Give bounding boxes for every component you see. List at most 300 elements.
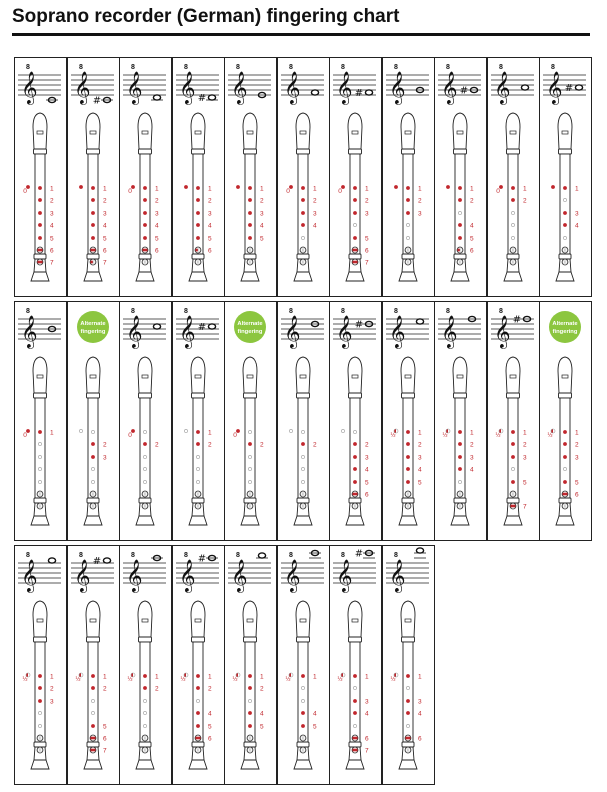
double-hole <box>92 737 95 740</box>
hole-label: 4 <box>417 466 422 474</box>
hole-label: 1 <box>260 185 264 193</box>
sharp-sign: # <box>197 322 206 333</box>
double-hole <box>145 505 148 508</box>
finger-hole <box>196 686 199 689</box>
octave-mark: 8 <box>551 64 555 71</box>
finger-hole <box>38 699 41 702</box>
finger-hole <box>353 198 356 201</box>
double-hole <box>197 737 200 740</box>
finger-hole <box>91 186 94 189</box>
hole-label: 2 <box>207 685 212 693</box>
finger-hole <box>563 442 566 445</box>
octave-mark: 8 <box>26 552 30 559</box>
double-hole <box>145 737 148 740</box>
treble-clef-icon: 𝄞 <box>283 315 301 348</box>
hole-label: ½ <box>22 677 28 683</box>
finger-hole <box>196 430 199 433</box>
hole-label: 1 <box>522 185 527 193</box>
treble-clef-icon: 𝄞 <box>73 71 91 104</box>
double-hole <box>302 261 305 264</box>
recorder-icon <box>241 113 259 281</box>
hole-label: 7 <box>522 503 527 511</box>
hole-label: 2 <box>417 441 422 449</box>
hole-label: 3 <box>417 210 422 218</box>
hole-label: 1 <box>207 673 212 681</box>
finger-hole <box>301 442 304 445</box>
finger-hole <box>143 699 146 702</box>
hole-label: 3 <box>312 210 317 218</box>
hole-label: 6 <box>155 247 159 255</box>
double-hole <box>92 493 95 496</box>
finger-hole <box>143 724 146 727</box>
finger-hole <box>91 686 94 689</box>
hole-label: 2 <box>522 197 527 205</box>
finger-hole <box>196 480 199 483</box>
finger-hole <box>248 724 251 727</box>
finger-hole <box>353 455 356 458</box>
finger-hole <box>511 223 514 226</box>
treble-clef-icon: 𝄞 <box>336 315 353 348</box>
title-rule <box>12 33 590 36</box>
hole-label: 2 <box>102 197 107 205</box>
treble-clef-icon: 𝄞 <box>178 315 196 348</box>
hole-label: 2 <box>260 441 264 449</box>
thumb-hole <box>26 429 29 432</box>
finger-hole <box>196 711 199 714</box>
recorder-icon <box>294 113 312 281</box>
finger-hole <box>38 455 41 458</box>
hole-label: 5 <box>575 479 579 487</box>
hole-label: 2 <box>102 441 107 449</box>
hole-label: 1 <box>417 429 422 437</box>
octave-mark: 8 <box>236 552 240 559</box>
hole-label: 4 <box>102 222 107 230</box>
hole-label: 1 <box>522 429 527 437</box>
hole-label: 6 <box>470 247 474 255</box>
double-hole <box>565 505 568 508</box>
hole-label: 4 <box>207 222 212 230</box>
finger-hole <box>511 480 514 483</box>
finger-hole <box>91 430 94 433</box>
finger-hole <box>91 699 94 702</box>
hole-label: 3 <box>417 454 422 462</box>
double-hole <box>460 249 463 252</box>
fingering-cell <box>277 57 329 297</box>
whole-note <box>521 85 528 90</box>
treble-clef-icon: 𝄞 <box>493 315 511 348</box>
treble-clef-icon: 𝄞 <box>493 71 511 104</box>
finger-hole <box>563 236 566 239</box>
finger-hole <box>301 467 304 470</box>
treble-clef-icon: 𝄞 <box>126 559 143 592</box>
hole-label: 4 <box>365 466 369 474</box>
hole-label: 4 <box>312 222 317 230</box>
octave-mark: 8 <box>78 64 83 71</box>
finger-hole <box>38 442 41 445</box>
finger-hole <box>301 686 304 689</box>
treble-clef-icon: 𝄞 <box>441 315 458 348</box>
finger-hole <box>38 467 41 470</box>
hole-label: 2 <box>155 197 159 205</box>
thumb-hole <box>289 429 292 432</box>
octave-mark: 8 <box>446 64 450 71</box>
fingering-cell <box>14 57 66 297</box>
hole-label: 4 <box>470 466 474 474</box>
hole-label: 5 <box>470 235 474 243</box>
finger-hole <box>406 455 409 458</box>
recorder-icon <box>84 357 102 525</box>
finger-hole <box>91 223 94 226</box>
fingering-cell <box>224 57 276 297</box>
octave-mark: 8 <box>498 308 503 315</box>
hole-label: 6 <box>207 735 212 743</box>
finger-hole <box>91 236 94 239</box>
hole-label: 0 <box>233 432 237 439</box>
double-hole <box>460 505 463 508</box>
octave-mark: 8 <box>288 64 293 71</box>
fingering-cell <box>382 301 434 541</box>
hole-label: 1 <box>102 673 107 681</box>
finger-hole <box>353 442 356 445</box>
hole-label: 3 <box>365 454 369 462</box>
finger-hole <box>91 674 94 677</box>
treble-clef-icon: 𝄞 <box>336 71 353 104</box>
recorder-icon <box>136 357 154 525</box>
octave-mark: 8 <box>498 64 503 71</box>
finger-hole <box>511 186 514 189</box>
whole-note <box>208 95 215 100</box>
thumb-hole <box>131 429 134 432</box>
hole-label: ½ <box>127 677 133 683</box>
hole-label: 3 <box>102 210 107 218</box>
hole-label: 4 <box>155 222 159 230</box>
page-title: Soprano recorder (German) fingering chart <box>12 6 400 27</box>
hole-label: 2 <box>470 197 474 205</box>
finger-hole <box>301 480 304 483</box>
hole-label: ½ <box>389 677 396 683</box>
whole-note <box>311 90 318 95</box>
hole-label: 0 <box>23 188 27 195</box>
double-hole <box>145 749 148 752</box>
finger-hole <box>143 211 146 214</box>
finger-hole <box>353 467 356 470</box>
thumb-hole <box>184 429 187 432</box>
hole-label: 5 <box>207 723 212 731</box>
hole-label: 3 <box>575 454 579 462</box>
thumb-hole <box>184 185 187 188</box>
finger-hole <box>38 211 41 214</box>
finger-hole <box>458 442 461 445</box>
finger-hole <box>248 442 251 445</box>
whole-note <box>416 319 423 324</box>
recorder-icon <box>31 601 49 769</box>
fingering-cell <box>119 57 171 297</box>
recorder-icon <box>294 357 312 525</box>
recorder-icon <box>136 601 154 769</box>
octave-mark: 8 <box>393 552 398 559</box>
hole-label: ½ <box>337 677 343 683</box>
finger-hole <box>301 724 304 727</box>
finger-hole <box>353 223 356 226</box>
finger-hole <box>38 686 41 689</box>
double-hole <box>355 493 358 496</box>
whole-note <box>575 85 582 90</box>
finger-hole <box>143 686 146 689</box>
finger-hole <box>301 699 304 702</box>
hole-label: 5 <box>155 235 159 243</box>
finger-hole <box>458 211 461 214</box>
finger-hole <box>301 430 304 433</box>
finger-hole <box>143 198 146 201</box>
finger-hole <box>458 186 461 189</box>
hole-label: 4 <box>365 710 369 718</box>
badge-text: Alternate <box>79 321 106 327</box>
fingering-cell <box>277 301 329 541</box>
finger-hole <box>143 455 146 458</box>
finger-hole <box>248 711 251 714</box>
thumb-hole <box>26 185 29 188</box>
hole-label: 1 <box>312 673 317 681</box>
hole-label: 1 <box>50 429 54 437</box>
finger-hole <box>563 223 566 226</box>
finger-hole <box>406 236 409 239</box>
recorder-icon <box>84 113 102 281</box>
finger-hole <box>38 711 41 714</box>
fingering-cell <box>329 57 381 297</box>
sharp-sign: # <box>564 83 574 94</box>
finger-hole <box>143 480 146 483</box>
finger-hole <box>38 236 41 239</box>
octave-mark: 8 <box>288 552 293 559</box>
recorder-icon <box>189 357 207 525</box>
whole-note <box>153 95 160 100</box>
hole-label: 2 <box>417 197 422 205</box>
hole-label: 4 <box>575 222 579 230</box>
finger-hole <box>248 467 251 470</box>
double-hole <box>460 493 463 496</box>
finger-hole <box>353 724 356 727</box>
hole-label: 0 <box>495 188 500 195</box>
alternate-fingering-badge <box>549 311 581 343</box>
finger-hole <box>91 724 94 727</box>
recorder-icon <box>346 113 364 281</box>
whole-note <box>103 558 110 563</box>
finger-hole <box>511 442 514 445</box>
sharp-sign: # <box>354 88 364 99</box>
finger-hole <box>511 455 514 458</box>
hole-label: 4 <box>470 222 474 230</box>
hole-label: 1 <box>102 185 107 193</box>
finger-hole <box>38 674 41 677</box>
finger-hole <box>248 686 251 689</box>
hole-label: 2 <box>312 197 317 205</box>
double-hole <box>40 737 43 740</box>
double-hole <box>92 505 95 508</box>
hole-label: ½ <box>284 677 291 683</box>
double-hole <box>250 737 253 740</box>
double-hole <box>460 261 463 264</box>
finger-hole <box>406 223 409 226</box>
octave-mark: 8 <box>341 552 345 559</box>
octave-mark: 8 <box>131 64 135 71</box>
finger-hole <box>143 711 146 714</box>
finger-hole <box>38 724 41 727</box>
finger-hole <box>143 186 146 189</box>
double-hole <box>512 249 515 252</box>
hole-label: 2 <box>155 441 159 449</box>
hole-label: 1 <box>312 185 317 193</box>
treble-clef-icon: 𝄞 <box>21 559 38 592</box>
hole-label: ½ <box>442 433 448 439</box>
hole-label: 2 <box>470 441 474 449</box>
hole-label: 1 <box>260 673 264 681</box>
finger-hole <box>511 430 514 433</box>
finger-hole <box>248 430 251 433</box>
sharp-sign: # <box>354 319 364 331</box>
hole-label: 0 <box>338 188 342 195</box>
hole-label: 3 <box>470 454 474 462</box>
recorder-icon <box>84 601 102 769</box>
finger-hole <box>353 211 356 214</box>
double-hole <box>302 749 305 752</box>
hole-label: 3 <box>417 698 422 706</box>
finger-hole <box>196 223 199 226</box>
hole-label: 5 <box>260 723 264 731</box>
hole-label: ½ <box>179 677 186 683</box>
fingering-cell <box>329 545 381 785</box>
double-hole <box>145 261 148 264</box>
double-hole <box>512 505 515 508</box>
hole-label: 2 <box>365 197 369 205</box>
hole-label: 2 <box>50 685 54 693</box>
finger-hole <box>248 236 251 239</box>
thumb-hole <box>341 185 344 188</box>
octave-mark: 8 <box>183 308 188 315</box>
hole-label: 2 <box>365 441 369 449</box>
finger-hole <box>91 442 94 445</box>
finger-hole <box>38 430 41 433</box>
finger-hole <box>91 198 94 201</box>
hole-label: 5 <box>102 723 107 731</box>
double-hole <box>355 261 358 264</box>
finger-hole <box>353 711 356 714</box>
hole-label: 6 <box>417 735 422 743</box>
fingering-cell <box>172 545 224 785</box>
finger-hole <box>196 455 199 458</box>
double-hole <box>407 749 410 752</box>
finger-hole <box>406 211 409 214</box>
hole-label: 5 <box>312 723 317 731</box>
recorder-icon <box>346 601 364 769</box>
hole-label: 1 <box>470 429 474 437</box>
badge-text: Alternate <box>552 321 578 327</box>
octave-mark: 8 <box>26 308 30 315</box>
hole-label: 2 <box>50 197 54 205</box>
octave-mark: 8 <box>446 308 450 315</box>
octave-mark: 8 <box>183 64 188 71</box>
double-hole <box>565 493 568 496</box>
hole-label: 1 <box>417 673 422 681</box>
octave-mark: 8 <box>131 552 135 559</box>
fingering-cell <box>119 301 171 541</box>
hole-label: 3 <box>365 698 369 706</box>
finger-hole <box>301 711 304 714</box>
finger-hole <box>301 211 304 214</box>
hole-label: 5 <box>417 479 422 487</box>
badge-text: fingering <box>237 329 263 335</box>
double-hole <box>250 493 253 496</box>
hole-label: 6 <box>365 247 369 255</box>
double-hole <box>40 249 43 252</box>
finger-hole <box>301 455 304 458</box>
hole-label: 1 <box>365 673 369 681</box>
finger-hole <box>248 198 251 201</box>
sharp-sign: # <box>354 548 364 560</box>
finger-hole <box>406 699 409 702</box>
finger-hole <box>196 198 199 201</box>
finger-hole <box>353 236 356 239</box>
octave-mark: 8 <box>78 552 83 559</box>
sharp-sign: # <box>92 556 101 567</box>
finger-hole <box>248 211 251 214</box>
treble-clef-icon: 𝄞 <box>546 71 563 104</box>
fingering-cell <box>382 545 434 785</box>
thumb-hole <box>446 185 449 188</box>
double-hole <box>355 737 358 740</box>
hole-label: 7 <box>102 747 107 755</box>
recorder-icon <box>399 601 417 769</box>
hole-label: 6 <box>365 491 369 499</box>
recorder-icon <box>451 357 469 525</box>
badge-text: Alternate <box>237 321 263 327</box>
double-hole <box>565 261 568 264</box>
whole-note <box>365 90 372 95</box>
double-hole <box>40 261 43 264</box>
fingering-cell <box>119 545 171 785</box>
whole-note <box>258 553 265 558</box>
double-hole <box>145 493 148 496</box>
thumb-hole <box>236 429 239 432</box>
finger-hole <box>563 480 566 483</box>
finger-hole <box>196 236 199 239</box>
finger-hole <box>196 211 199 214</box>
finger-hole <box>406 186 409 189</box>
finger-hole <box>38 223 41 226</box>
fingering-cell <box>539 57 591 297</box>
hole-label: 4 <box>260 710 264 718</box>
finger-hole <box>196 186 199 189</box>
double-hole <box>92 261 95 264</box>
hole-label: 3 <box>207 210 212 218</box>
hole-label: ½ <box>389 433 396 439</box>
finger-hole <box>38 186 41 189</box>
double-hole <box>407 505 410 508</box>
hole-label: 1 <box>575 185 579 193</box>
finger-hole <box>353 480 356 483</box>
hole-label: 4 <box>260 222 264 230</box>
hole-label: 1 <box>417 185 422 193</box>
double-hole <box>512 261 515 264</box>
hole-label: ½ <box>494 433 501 439</box>
finger-hole <box>143 236 146 239</box>
finger-hole <box>406 711 409 714</box>
hole-label: 1 <box>365 185 369 193</box>
finger-hole <box>406 686 409 689</box>
finger-hole <box>353 674 356 677</box>
double-hole <box>40 505 43 508</box>
sharp-sign: # <box>92 95 101 107</box>
hole-label: 7 <box>365 259 369 267</box>
